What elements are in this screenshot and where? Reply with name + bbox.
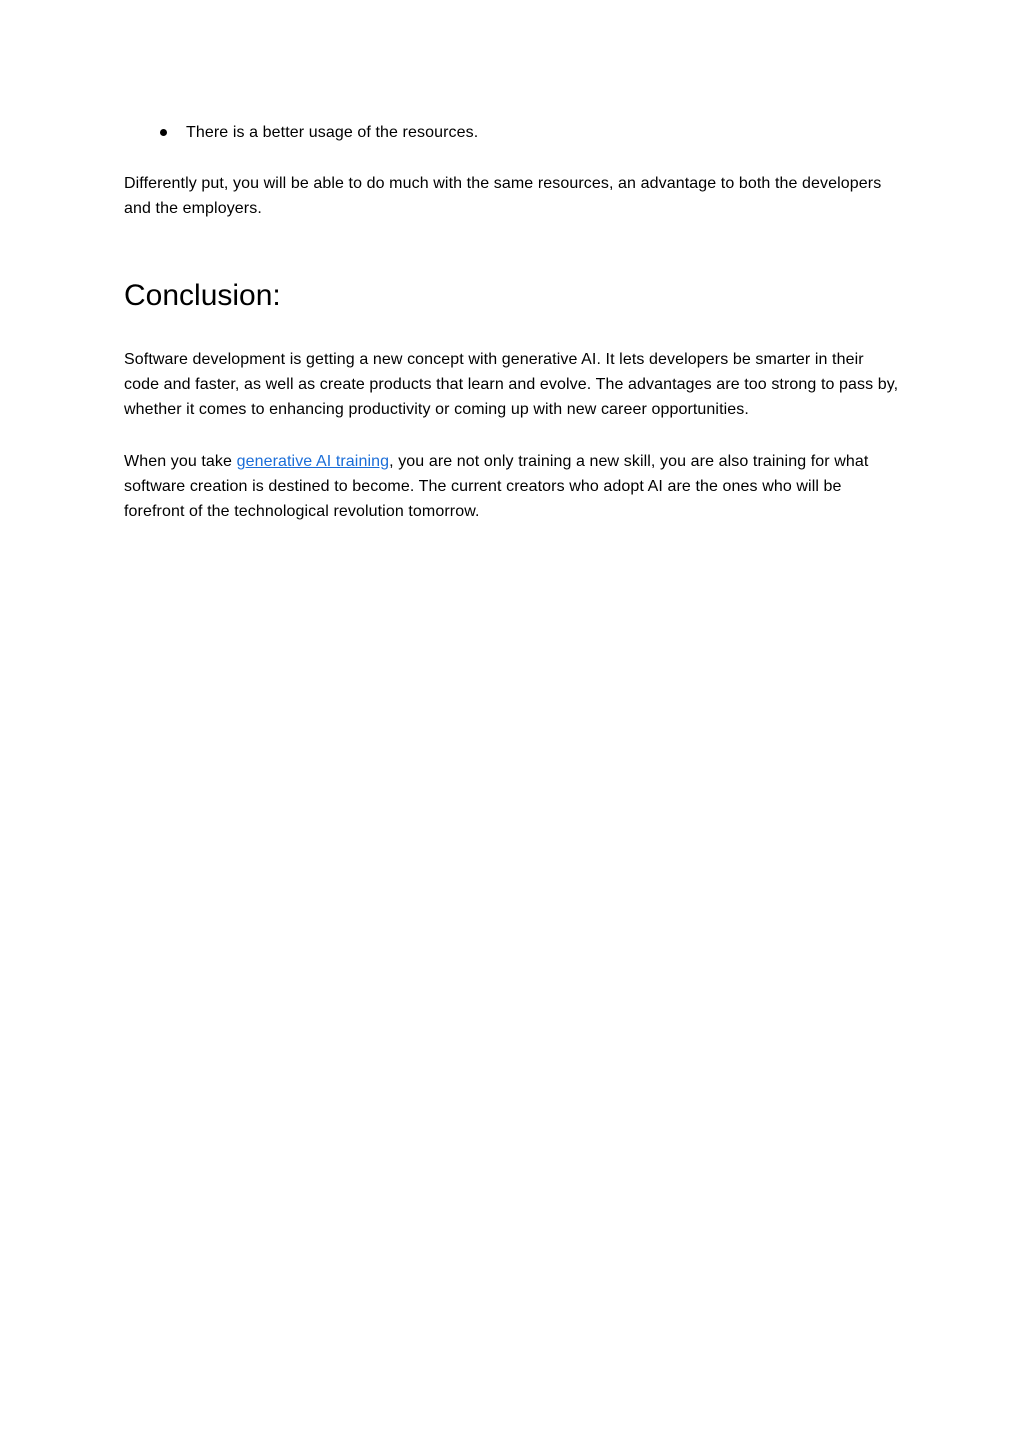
paragraph-differently-put: Differently put, you will be able to do much with the same resources, an advantage to both the developers and the employers.: [124, 175, 882, 217]
paragraph-text-after-link: , you are not only training a new skill, you are also training for what software creation is destined to become. The current creators who adopt AI are the ones who will be forefront of the technological revolution tomorrow.: [124, 453, 869, 520]
paragraph-when-you-take: [124, 449, 900, 524]
generative-ai-training-link[interactable]: generative AI training: [236, 453, 390, 470]
document-content: [124, 120, 900, 524]
bullet-list-item: [124, 120, 900, 145]
conclusion-heading: Conclusion:: [124, 279, 281, 312]
bullet-list-item-text: There is a better usage of the resources.: [186, 124, 479, 141]
paragraph-software-development: Software development is getting a new concept with generative AI. It lets developers be smarter in their code and faster, as well as create products that learn and evolve. The advantages are too strong to pass by, whether it comes to enhancing productivity or coming up with new career opportunities.: [124, 351, 899, 418]
bullet-icon: [160, 129, 167, 136]
paragraph-text-before-link: When you take: [124, 453, 237, 470]
